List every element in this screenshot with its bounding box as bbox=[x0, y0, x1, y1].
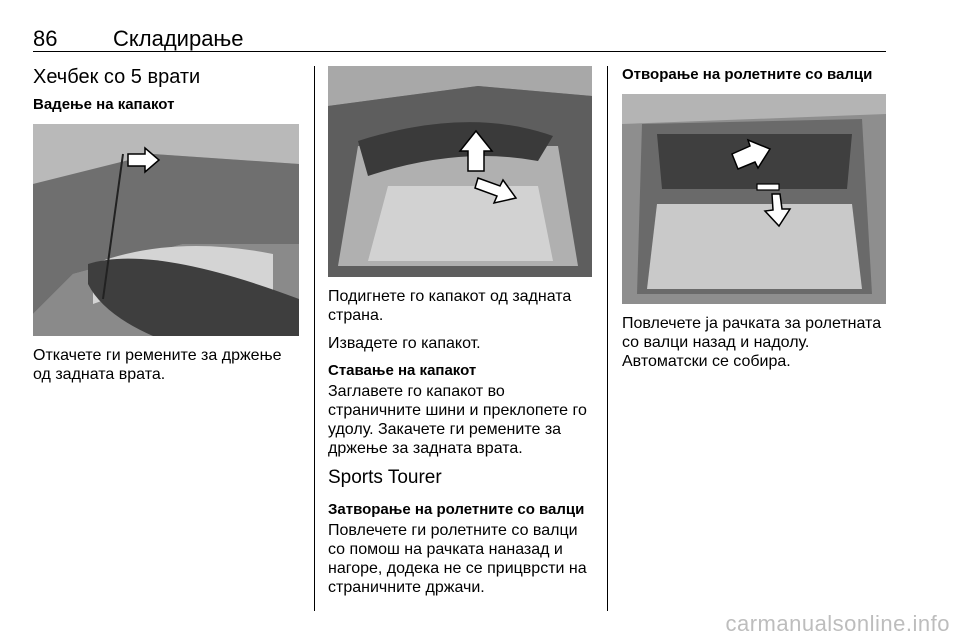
subheading: Затворање на ролетните со валци bbox=[328, 501, 585, 518]
instruction-text: Автоматски се собира. bbox=[622, 353, 791, 370]
column-1 bbox=[33, 66, 299, 393]
instruction-text: Повлечете ја рачката за ролетната со валци назад и надолу. bbox=[622, 315, 882, 351]
cover-removal-illustration bbox=[328, 66, 592, 277]
section-title: Sports Tourer bbox=[328, 467, 442, 488]
subsection-title: Вадење на капакот bbox=[33, 96, 175, 113]
instruction-text: Подигнете го капакот од задната страна. bbox=[328, 288, 572, 324]
subheading: Ставање на капакот bbox=[328, 362, 477, 379]
watermark: carmanualsonline.info bbox=[725, 611, 950, 636]
page-number: 86 bbox=[33, 26, 58, 51]
instruction-text: Откачете ги ремените за држење од задната врата. bbox=[33, 347, 282, 383]
instruction-text: Заглавете го капакот во страничните шини и преклопете го удолу. Закачете ги ремените за држење за задната врата. bbox=[328, 383, 587, 457]
page-header bbox=[33, 22, 886, 52]
column-2 bbox=[328, 66, 592, 606]
column-3 bbox=[622, 66, 886, 380]
roller-blind-illustration bbox=[622, 94, 886, 304]
hatchback-cover-strap-illustration bbox=[33, 124, 299, 336]
section-title: Хечбек со 5 врати bbox=[33, 66, 201, 88]
column-divider bbox=[314, 66, 315, 611]
column-divider bbox=[607, 66, 608, 611]
instruction-text: Извадете го капакот. bbox=[328, 335, 481, 352]
subheading: Отворање на ролетните со валци bbox=[622, 66, 873, 83]
instruction-text: Повлечете ги ролетните со валци со помош на рачката наназад и нагоре, додека не се прицврсти на страничните држачи. bbox=[328, 522, 587, 596]
chapter-title: Складирање bbox=[113, 26, 244, 51]
